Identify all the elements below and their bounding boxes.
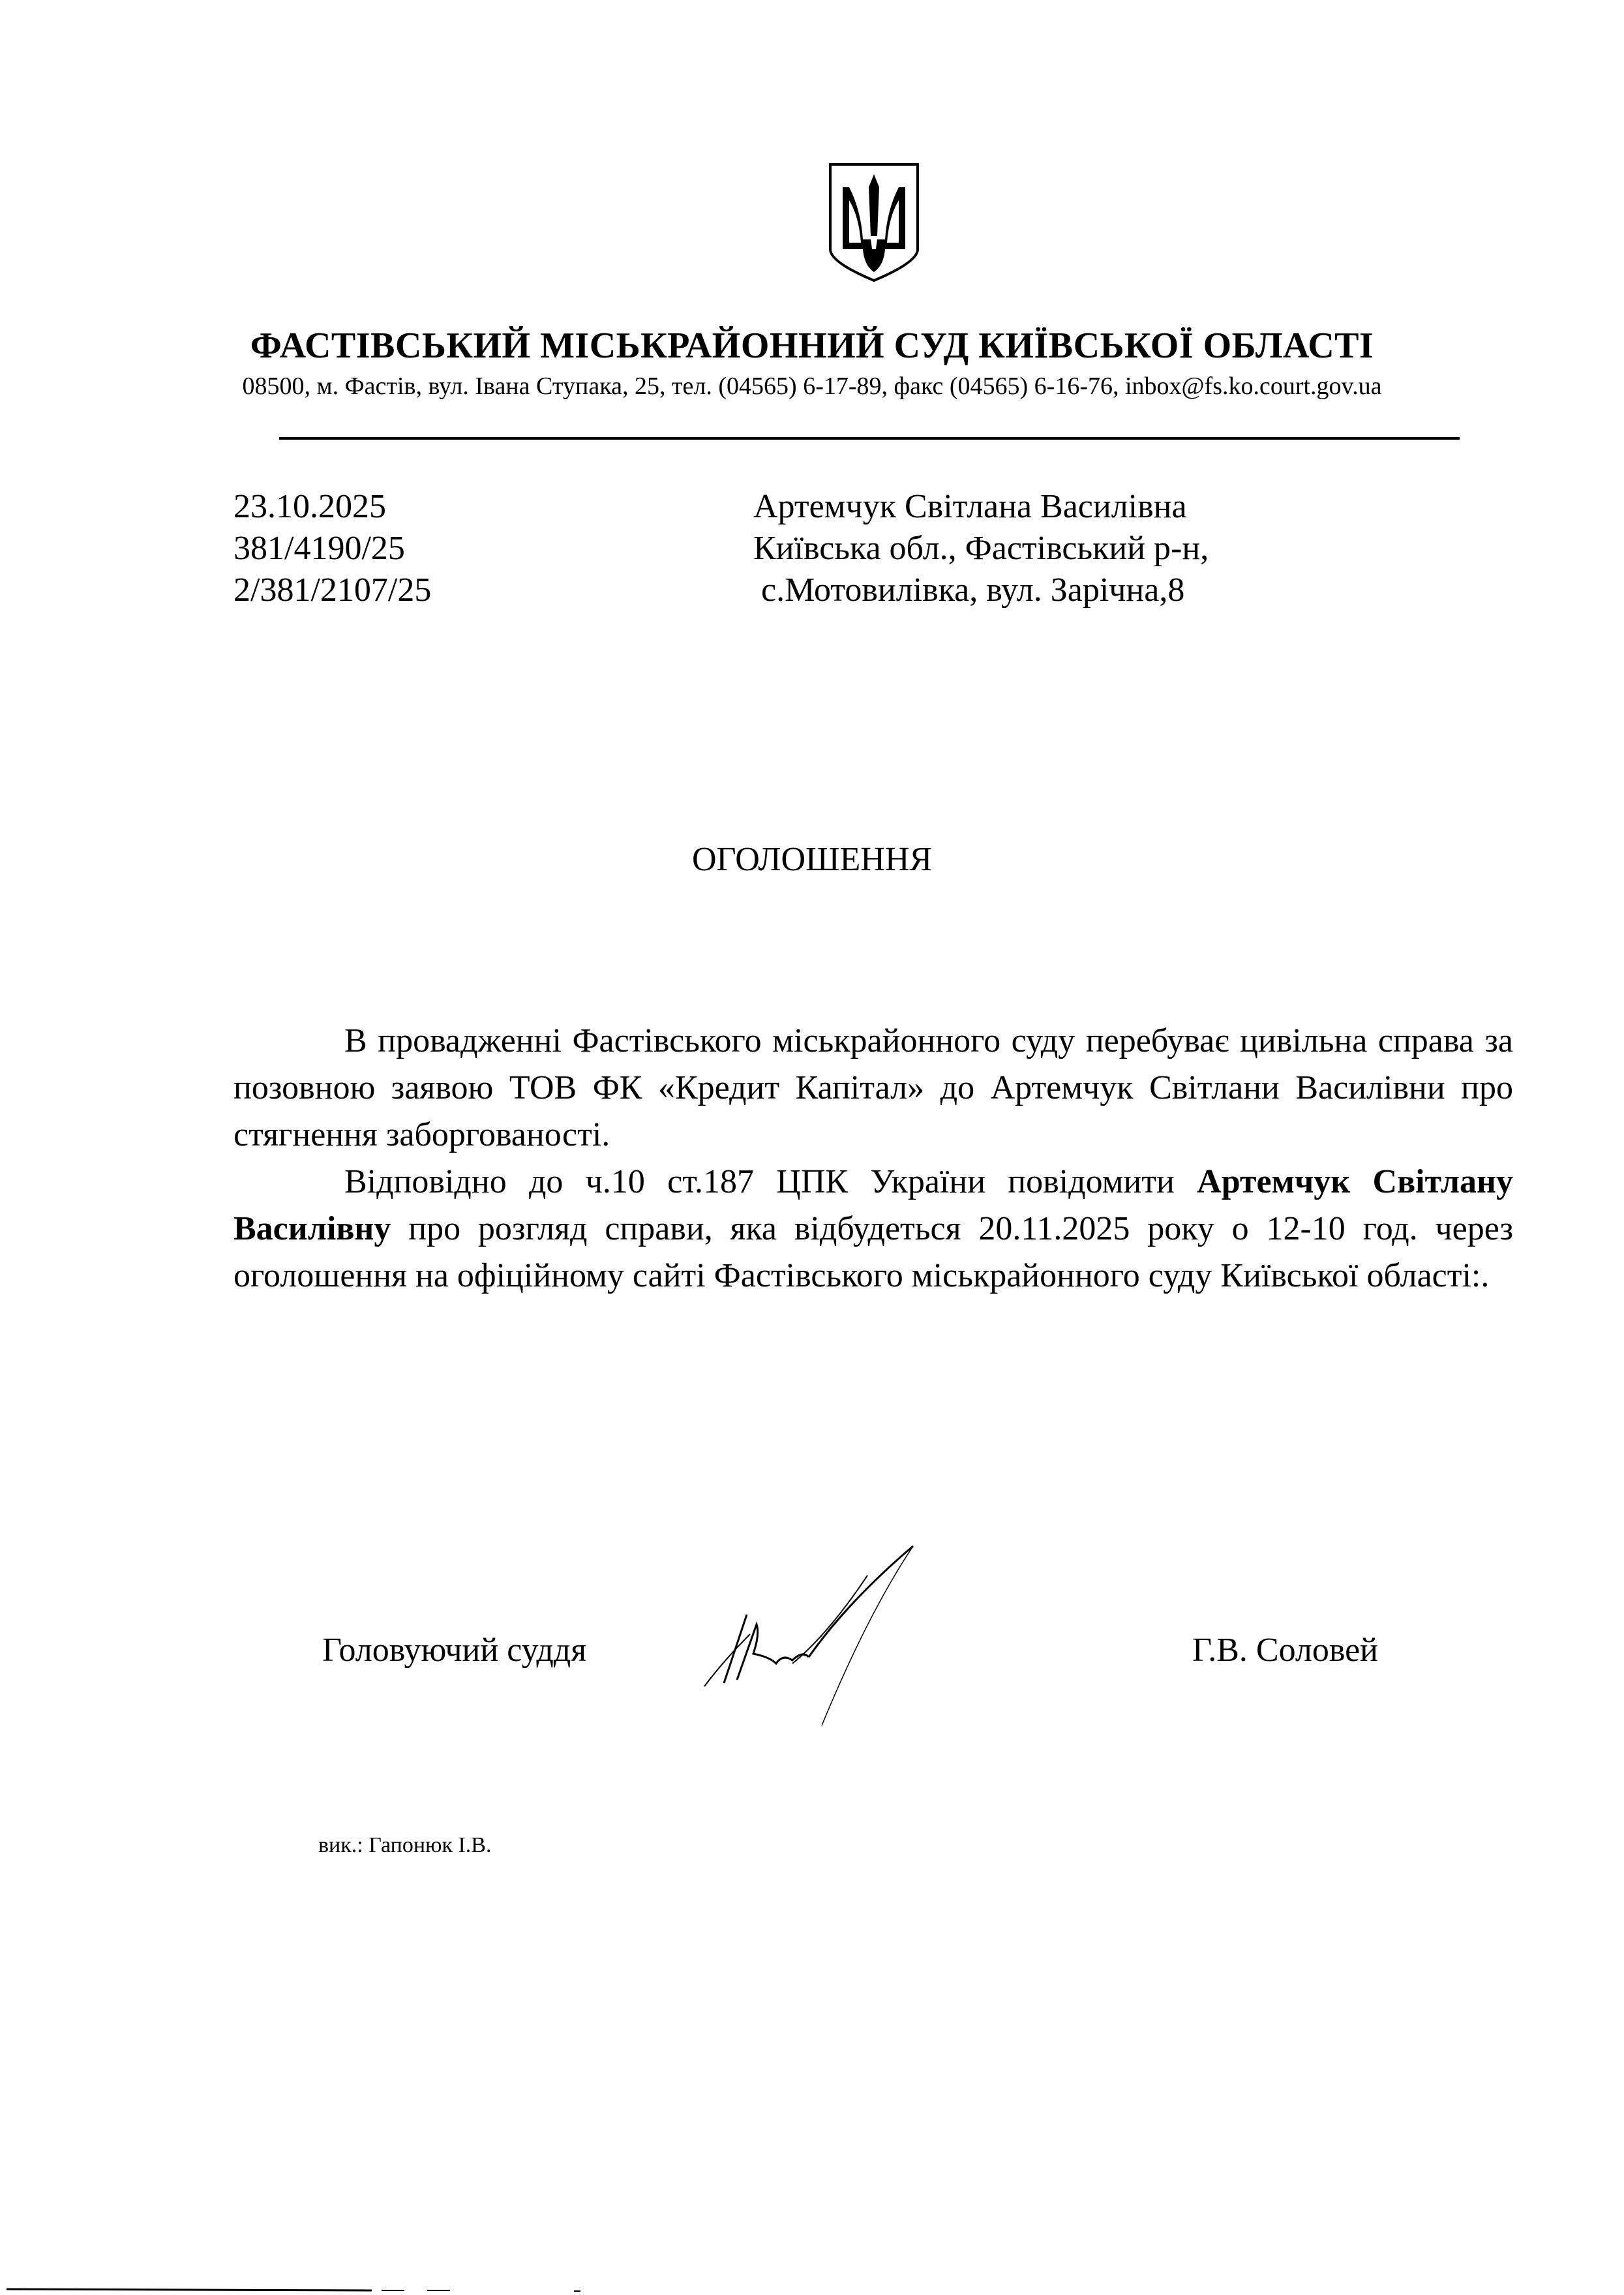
header-divider	[279, 437, 1460, 440]
addressee-address-line1: Київська обл., Фастівський р-н,	[753, 530, 1209, 567]
case-number: 2/381/2107/25	[233, 571, 432, 609]
court-contacts: 08500, м. Фастів, вул. Івана Ступака, 25, тел. (04565) 6-17-89, факс (04565) 6-16-76, inbox@fs.ko.court.gov.ua	[242, 372, 1382, 400]
court-name: ФАСТІВСЬКИЙ МІСЬКРАЙОННИЙ СУД КИЇВСЬКОЇ ОБЛАСТІ	[250, 326, 1374, 366]
document-date: 23.10.2025	[233, 488, 386, 525]
addressee-name-bold: Артемчук Світлану Василівну	[233, 1163, 1513, 1247]
addressee-name: Артемчук Світлана Василівна	[753, 488, 1187, 525]
handwritten-signature-icon	[698, 1536, 1050, 1752]
document-title: ОГОЛОШЕННЯ	[691, 841, 933, 878]
addressee-address-line2: с.Мотовилівка, вул. Зарічна,8	[761, 571, 1185, 609]
paragraph-2-suffix: про розгляд справи, яка відбудеться 20.11.2025 року о 12-10 год. через оголошення на офіційному сайті Фастівського міськрайонного суду Київської області:.	[233, 1210, 1513, 1294]
document-body	[233, 1018, 1513, 1299]
executor-note: вик.: Гапонюк І.В.	[318, 1833, 492, 1857]
document-meta	[233, 486, 431, 611]
signer-role: Головуючий суддя	[322, 1632, 587, 1669]
body-paragraph-1: В провадженні Фастівського міськрайонного суду перебуває цивільна справа за позовною заявою ТОВ ФК «Кредит Капітал» до Артемчук Світлани Василівни про стягнення заборгованості.	[233, 1022, 1513, 1153]
scan-artifact-line	[7, 2283, 580, 2285]
outgoing-number: 381/4190/25	[233, 530, 405, 567]
body-paragraph-2	[233, 1159, 1513, 1299]
coat-of-arms-icon	[825, 151, 923, 282]
addressee-block	[753, 486, 1209, 611]
signer-name: Г.В. Соловей	[1192, 1632, 1378, 1669]
paragraph-2-prefix: Відповідно до ч.10 ст.187 ЦПК України повідомити	[344, 1163, 1197, 1200]
